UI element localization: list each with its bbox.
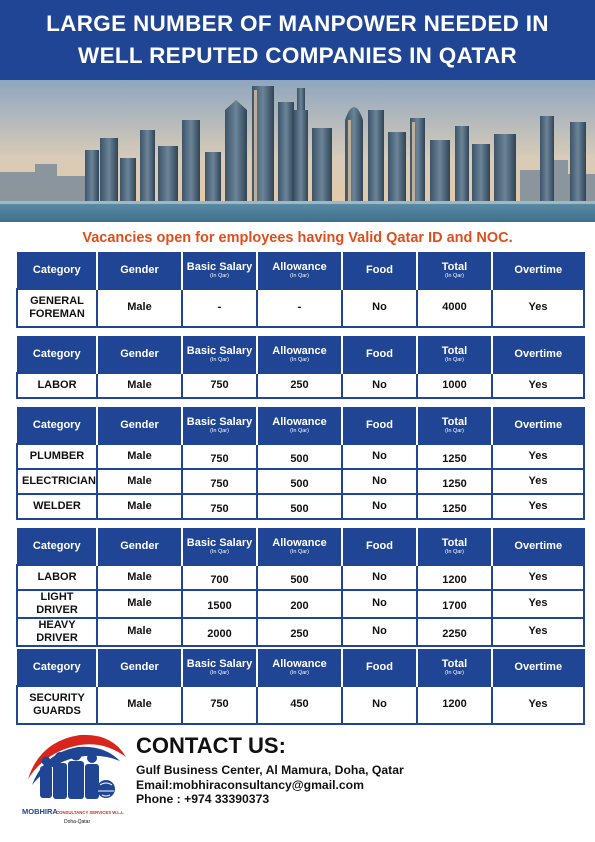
cell-category: PLUMBER [17, 444, 97, 469]
cell-overtime: Yes [492, 686, 584, 724]
cell-total: 1250 [417, 444, 492, 469]
cell-food: No [342, 444, 417, 469]
header-gender [97, 408, 182, 444]
header-food-label: Food [366, 348, 393, 361]
cell-gender: Male [97, 494, 182, 519]
cell-salary: - [182, 289, 257, 327]
table-row [17, 373, 584, 398]
header-basic-salary [182, 650, 257, 686]
header-category-label: Category [32, 540, 81, 553]
cell-food: No [342, 373, 417, 398]
cell-total: 1200 [417, 686, 492, 724]
cell-salary: 750 [182, 494, 257, 519]
cell-allowance: 200 [257, 590, 342, 618]
cell-total: 1250 [417, 469, 492, 494]
cell-salary: 700 [182, 565, 257, 590]
cell-category: ELECTRICIAN [17, 469, 97, 494]
header-basic-salary [182, 529, 257, 565]
header-gender [97, 337, 182, 373]
header-overtime-label: Overtime [514, 264, 563, 277]
header-total-unit: (In Qar) [445, 357, 464, 364]
contact-title: CONTACT US: [136, 733, 286, 758]
cell-gender: Male [97, 444, 182, 469]
cell-category: LABOR [17, 373, 97, 398]
header-basic-salary [182, 253, 257, 289]
header-allowance-label: Allowance [272, 416, 327, 429]
table-header-row [17, 337, 584, 373]
header-overtime [492, 337, 584, 373]
header-total-unit: (In Qar) [445, 549, 464, 556]
header-allowance-unit: (In Qar) [290, 273, 309, 280]
cell-category: SECURITY GUARDS [17, 686, 97, 724]
header-category [17, 408, 97, 444]
table-header-row [17, 408, 584, 444]
cell-gender: Male [97, 686, 182, 724]
table-row [17, 494, 584, 519]
cell-allowance: 500 [257, 469, 342, 494]
cell-allowance: 500 [257, 565, 342, 590]
cell-overtime: Yes [492, 373, 584, 398]
cell-salary: 750 [182, 373, 257, 398]
header-category [17, 650, 97, 686]
table-row [17, 289, 584, 327]
cell-overtime: Yes [492, 444, 584, 469]
cell-overtime: Yes [492, 618, 584, 646]
header-total-unit: (In Qar) [445, 428, 464, 435]
header-allowance-label: Allowance [272, 658, 327, 671]
cell-allowance: 450 [257, 686, 342, 724]
cell-gender: Male [97, 565, 182, 590]
cell-salary: 2000 [182, 618, 257, 646]
contact-email[interactable]: Email:mobhiraconsultancy@gmail.com [136, 777, 364, 792]
header-allowance [257, 650, 342, 686]
header-total [417, 408, 492, 444]
cell-category: LIGHT DRIVER [17, 590, 97, 618]
cell-overtime: Yes [492, 289, 584, 327]
vacancy-table [16, 528, 585, 647]
cell-gender: Male [97, 618, 182, 646]
header-overtime-label: Overtime [514, 540, 563, 553]
header-food [342, 650, 417, 686]
header-category-label: Category [32, 419, 81, 432]
cell-allowance: 250 [257, 373, 342, 398]
cell-total: 1200 [417, 565, 492, 590]
header-allowance-unit: (In Qar) [290, 549, 309, 556]
header-category [17, 337, 97, 373]
header-total-unit: (In Qar) [445, 273, 464, 280]
cell-gender: Male [97, 469, 182, 494]
header-category-label: Category [32, 661, 81, 674]
cell-total: 1700 [417, 590, 492, 618]
cell-gender: Male [97, 289, 182, 327]
header-basic-salary-label: Basic Salary [186, 345, 253, 358]
table-header-row [17, 650, 584, 686]
header-food [342, 408, 417, 444]
cell-salary: 750 [182, 444, 257, 469]
table-row [17, 686, 584, 724]
header-title-line-2: WELL REPUTED COMPANIES IN QATAR [78, 43, 517, 68]
cell-total: 1250 [417, 494, 492, 519]
cell-salary: 750 [182, 469, 257, 494]
cell-food: No [342, 494, 417, 519]
cell-overtime: Yes [492, 469, 584, 494]
header-total [417, 337, 492, 373]
cell-food: No [342, 590, 417, 618]
header-overtime-label: Overtime [514, 419, 563, 432]
cell-category: WELDER [17, 494, 97, 519]
header-allowance [257, 337, 342, 373]
logo-location: Doha-Qatar [64, 819, 91, 825]
header-allowance [257, 253, 342, 289]
cell-food: No [342, 469, 417, 494]
cell-overtime: Yes [492, 565, 584, 590]
contact-address: Gulf Business Center, Al Mamura, Doha, Qatar [136, 763, 404, 777]
logo-tagline: CONSULTANCY SERVICES W.L.L [56, 810, 124, 815]
cell-food: No [342, 686, 417, 724]
table-header-row [17, 253, 584, 289]
header-overtime-label: Overtime [514, 661, 563, 674]
table-row [17, 444, 584, 469]
header-basic-salary-unit: (In Qar) [210, 273, 229, 280]
cell-overtime: Yes [492, 590, 584, 618]
header-basic-salary-unit: (In Qar) [210, 670, 229, 677]
header-basic-salary-label: Basic Salary [186, 261, 253, 274]
header-allowance-label: Allowance [272, 537, 327, 550]
vacancy-table [16, 252, 585, 328]
header-allowance-label: Allowance [272, 261, 327, 274]
header-category-label: Category [32, 348, 81, 361]
header-total-label: Total [441, 416, 468, 429]
header-total-label: Total [441, 261, 468, 274]
cell-allowance: 500 [257, 444, 342, 469]
header-allowance-unit: (In Qar) [290, 357, 309, 364]
cell-allowance: 500 [257, 494, 342, 519]
header-food-label: Food [366, 661, 393, 674]
header-category [17, 253, 97, 289]
header-total [417, 253, 492, 289]
header-allowance-unit: (In Qar) [290, 670, 309, 677]
header-gender-label: Gender [120, 348, 159, 361]
table-row [17, 618, 584, 646]
header-gender-label: Gender [120, 661, 159, 674]
header-gender [97, 529, 182, 565]
cell-total: 2250 [417, 618, 492, 646]
header-allowance [257, 408, 342, 444]
cell-food: No [342, 565, 417, 590]
company-logo [20, 727, 128, 835]
cell-food: No [342, 618, 417, 646]
header-food [342, 529, 417, 565]
header-basic-salary [182, 408, 257, 444]
header-allowance-unit: (In Qar) [290, 428, 309, 435]
header-total-label: Total [441, 537, 468, 550]
header-food-label: Food [366, 540, 393, 553]
cell-category: HEAVY DRIVER [17, 618, 97, 646]
table-header-row [17, 529, 584, 565]
cell-total: 4000 [417, 289, 492, 327]
vacancy-table [16, 336, 585, 399]
vacancy-table [16, 649, 585, 725]
header-basic-salary-unit: (In Qar) [210, 357, 229, 364]
table-row [17, 590, 584, 618]
header-overtime-label: Overtime [514, 348, 563, 361]
cell-gender: Male [97, 373, 182, 398]
header-gender [97, 253, 182, 289]
cell-allowance: - [257, 289, 342, 327]
cell-category: LABOR [17, 565, 97, 590]
header-food-label: Food [366, 419, 393, 432]
header-allowance-label: Allowance [272, 345, 327, 358]
vacancy-subtitle: Vacancies open for employees having Valid Qatar ID and NOC. [82, 230, 513, 246]
header-overtime [492, 253, 584, 289]
header-basic-salary-unit: (In Qar) [210, 549, 229, 556]
cell-salary: 750 [182, 686, 257, 724]
header-basic-salary-label: Basic Salary [186, 658, 253, 671]
header-total [417, 529, 492, 565]
header-overtime [492, 529, 584, 565]
cell-food: No [342, 289, 417, 327]
cell-overtime: Yes [492, 494, 584, 519]
cell-salary: 1500 [182, 590, 257, 618]
contact-phone[interactable]: Phone : +974 33390373 [136, 792, 270, 806]
table-row [17, 469, 584, 494]
header-gender-label: Gender [120, 264, 159, 277]
header-total [417, 650, 492, 686]
header-total-label: Total [441, 658, 468, 671]
header-basic-salary-label: Basic Salary [186, 416, 253, 429]
table-row [17, 565, 584, 590]
logo-name: MOBHIRA [22, 807, 58, 816]
cell-gender: Male [97, 590, 182, 618]
doha-skyline-image [0, 80, 595, 222]
header-total-label: Total [441, 345, 468, 358]
header-category [17, 529, 97, 565]
header-gender-label: Gender [120, 540, 159, 553]
contact-section [136, 733, 404, 807]
header-gender-label: Gender [120, 419, 159, 432]
header-category-label: Category [32, 264, 81, 277]
header-overtime [492, 408, 584, 444]
header-basic-salary-unit: (In Qar) [210, 428, 229, 435]
header-banner [0, 0, 595, 80]
header-basic-salary-label: Basic Salary [186, 537, 253, 550]
cell-allowance: 250 [257, 618, 342, 646]
header-allowance [257, 529, 342, 565]
vacancy-table [16, 407, 585, 520]
cell-category: GENERAL FOREMAN [17, 289, 97, 327]
header-basic-salary [182, 337, 257, 373]
header-food-label: Food [366, 264, 393, 277]
header-total-unit: (In Qar) [445, 670, 464, 677]
header-gender [97, 650, 182, 686]
cell-total: 1000 [417, 373, 492, 398]
header-food [342, 253, 417, 289]
header-overtime [492, 650, 584, 686]
header-food [342, 337, 417, 373]
header-title-line-1: LARGE NUMBER OF MANPOWER NEEDED IN [46, 11, 549, 36]
